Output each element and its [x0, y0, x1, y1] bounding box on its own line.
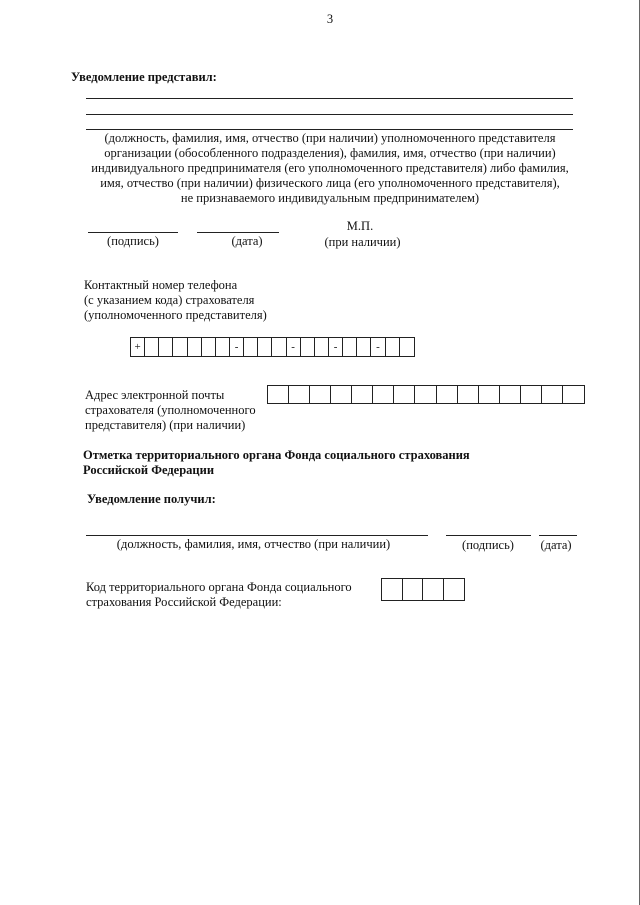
- submitter-line-2[interactable]: [86, 114, 573, 115]
- submitter-caption: [70, 131, 590, 206]
- phone-label: [84, 278, 267, 323]
- input-cell[interactable]: [373, 386, 394, 403]
- stamp-label: М.П.: [346, 219, 374, 233]
- input-cell[interactable]: [394, 386, 415, 403]
- input-cell[interactable]: [343, 338, 357, 356]
- phone-label-line: (с указанием кода) страхователя: [84, 293, 255, 307]
- fss-code-label: [86, 580, 352, 610]
- email-label-line: представителя) (при наличии): [85, 418, 246, 432]
- fss-heading-line: Отметка территориального органа Фонда социального страхования: [83, 448, 470, 462]
- caption-line: (должность, фамилия, имя, отчество (при наличии) уполномоченного представителя: [104, 131, 556, 145]
- receiver-signature-line[interactable]: [446, 535, 531, 536]
- input-cell[interactable]: -: [371, 338, 385, 356]
- input-cell[interactable]: [386, 338, 400, 356]
- email-label: [85, 388, 256, 433]
- input-cell[interactable]: [159, 338, 173, 356]
- input-cell[interactable]: [382, 579, 403, 600]
- fss-code-label-line: страхования Российской Федерации:: [86, 595, 282, 609]
- email-label-line: страхователя (уполномоченного: [85, 403, 256, 417]
- input-cell[interactable]: [437, 386, 458, 403]
- input-cell[interactable]: [542, 386, 563, 403]
- received-heading: Уведомление получил:: [87, 492, 216, 506]
- fss-code-cells[interactable]: [381, 578, 465, 601]
- fss-code-label-line: Код территориального органа Фонда социального: [86, 580, 352, 594]
- input-cell[interactable]: [315, 338, 329, 356]
- page-number: 3: [326, 12, 334, 26]
- submitter-line-1[interactable]: [86, 98, 573, 99]
- input-cell[interactable]: [423, 579, 444, 600]
- submitted-heading: Уведомление представил:: [71, 70, 217, 84]
- date-line[interactable]: [197, 232, 279, 233]
- email-label-line: Адрес электронной почты: [85, 388, 225, 402]
- input-cell[interactable]: [400, 338, 414, 356]
- receiver-date-label: (дата): [540, 538, 572, 552]
- caption-line: индивидуального предпринимателя (его уполномоченного представителя) либо фамилия,: [91, 161, 569, 175]
- input-cell[interactable]: [289, 386, 310, 403]
- input-cell[interactable]: [357, 338, 371, 356]
- input-cell[interactable]: [331, 386, 352, 403]
- input-cell[interactable]: [202, 338, 216, 356]
- phone-number-cells[interactable]: [130, 337, 415, 357]
- input-cell[interactable]: [173, 338, 187, 356]
- date-label: (дата): [231, 234, 263, 248]
- input-cell[interactable]: [301, 338, 315, 356]
- input-cell[interactable]: [415, 386, 436, 403]
- fss-heading: [83, 448, 470, 478]
- input-cell[interactable]: [244, 338, 258, 356]
- input-cell[interactable]: [310, 386, 331, 403]
- input-cell[interactable]: [216, 338, 230, 356]
- phone-label-line: Контактный номер телефона: [84, 278, 238, 292]
- input-cell[interactable]: [145, 338, 159, 356]
- stamp-note: (при наличии): [324, 235, 401, 249]
- input-cell[interactable]: [403, 579, 424, 600]
- input-cell[interactable]: [458, 386, 479, 403]
- submitter-line-3[interactable]: [86, 129, 573, 130]
- receiver-date-line[interactable]: [539, 535, 577, 536]
- receiver-position-caption: (должность, фамилия, имя, отчество (при наличии): [116, 537, 391, 551]
- input-cell[interactable]: +: [131, 338, 145, 356]
- signature-label: (подпись): [107, 234, 159, 248]
- input-cell[interactable]: [563, 386, 584, 403]
- input-cell[interactable]: [500, 386, 521, 403]
- receiver-signature-label: (подпись): [462, 538, 514, 552]
- input-cell[interactable]: [258, 338, 272, 356]
- input-cell[interactable]: -: [287, 338, 301, 356]
- input-cell[interactable]: [188, 338, 202, 356]
- receiver-position-line[interactable]: [86, 535, 428, 536]
- input-cell[interactable]: [268, 386, 289, 403]
- input-cell[interactable]: -: [329, 338, 343, 356]
- input-cell[interactable]: [479, 386, 500, 403]
- caption-line: имя, отчество (при наличии) физического лица (его уполномоченного представителя),: [100, 176, 560, 190]
- caption-line: не признаваемого индивидуальным предпринимателем): [180, 191, 480, 205]
- input-cell[interactable]: -: [230, 338, 244, 356]
- input-cell[interactable]: [272, 338, 286, 356]
- caption-line: организации (обособленного подразделения), фамилия, имя, отчество (при наличии): [104, 146, 556, 160]
- email-cells[interactable]: [267, 385, 585, 404]
- phone-label-line: (уполномоченного представителя): [84, 308, 267, 322]
- fss-heading-line: Российской Федерации: [83, 463, 215, 477]
- input-cell[interactable]: [444, 579, 465, 600]
- input-cell[interactable]: [352, 386, 373, 403]
- input-cell[interactable]: [521, 386, 542, 403]
- signature-line[interactable]: [88, 232, 178, 233]
